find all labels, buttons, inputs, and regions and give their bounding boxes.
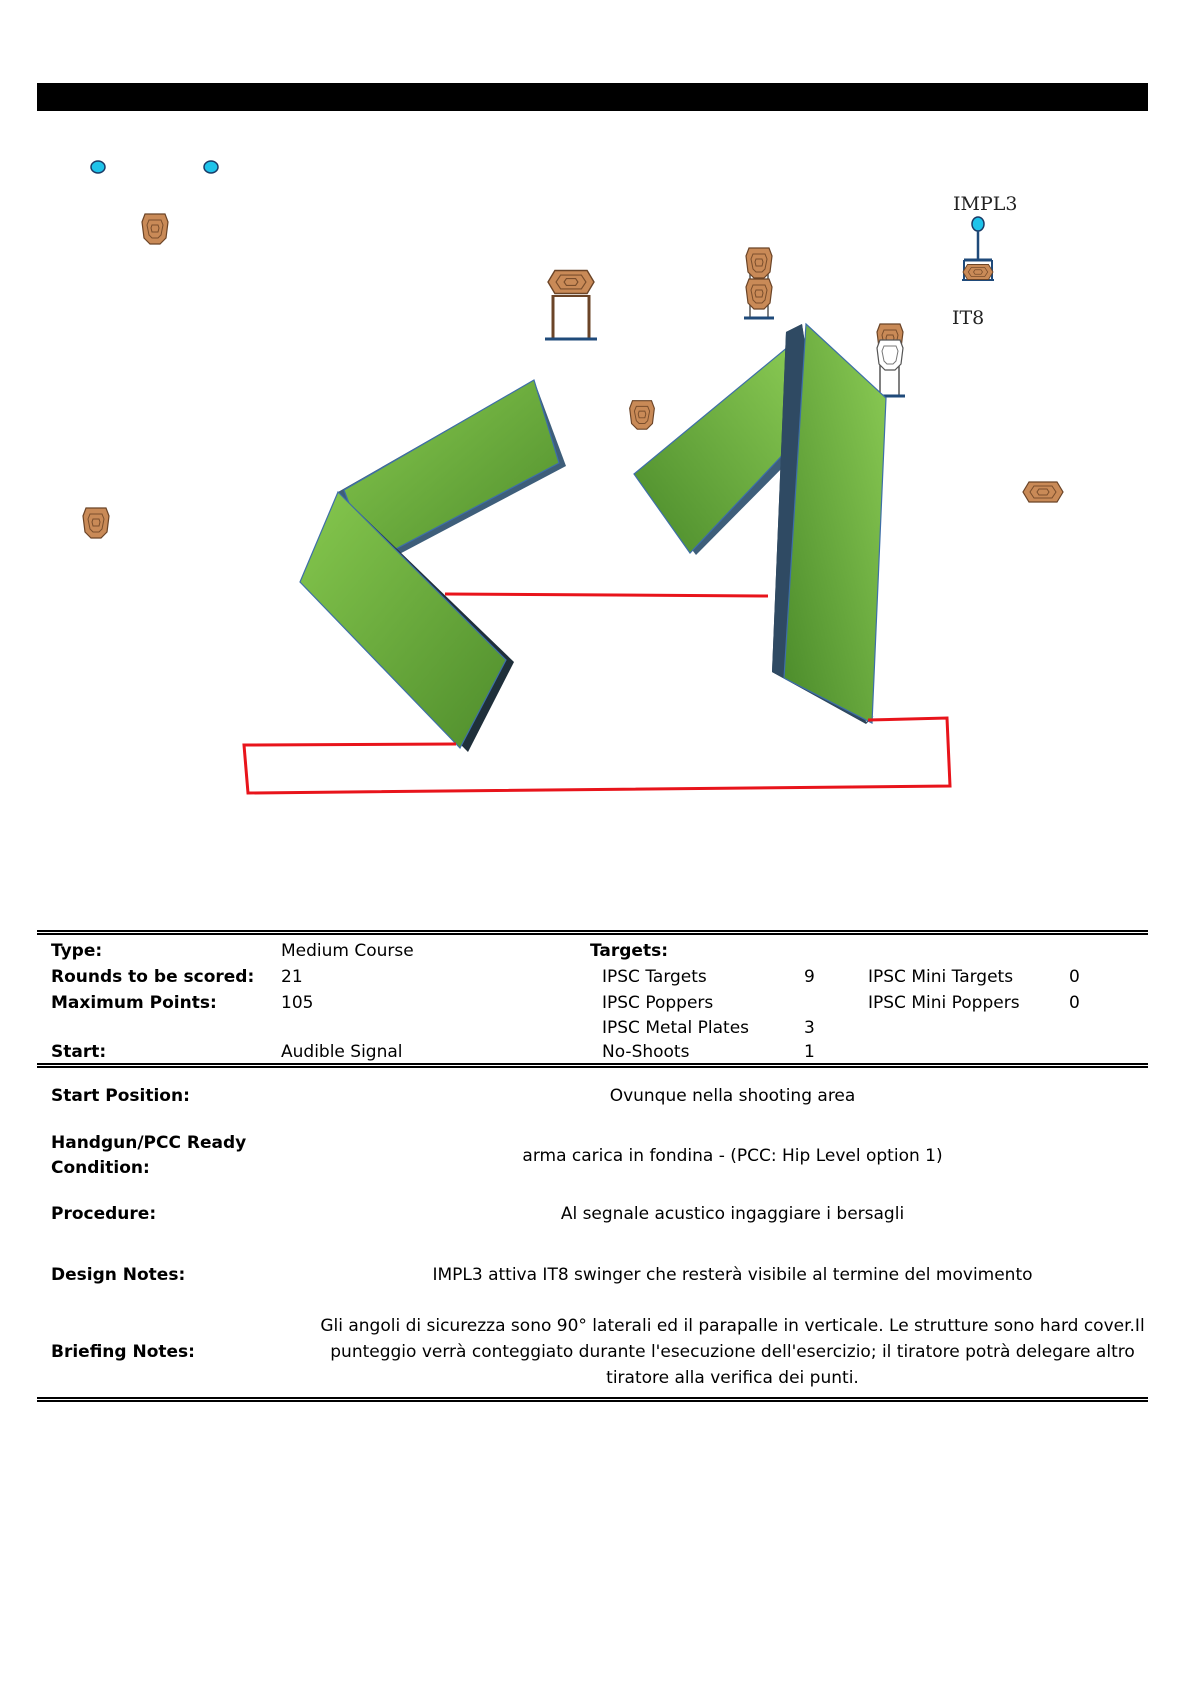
wall-right-small — [634, 337, 800, 555]
divider-top — [37, 930, 1148, 935]
ready-condition-label-line1: Handgun/PCC Ready — [51, 1133, 247, 1153]
metal-plates-label: IPSC Metal Plates — [602, 1018, 750, 1038]
ipsc-targets-value: 9 — [804, 967, 815, 987]
paper-target-1 — [142, 214, 168, 244]
paper-target-3 — [630, 401, 655, 430]
design-notes-label: Design Notes: — [51, 1265, 186, 1285]
briefing-notes-line1: Gli angoli di sicurezza sono 90° laterali ed il parapalle in verticale. Le strutture sono hard cover.Il — [320, 1316, 1145, 1336]
it8-swinger-label: IT8 — [952, 307, 985, 329]
start-label: Start: — [51, 1042, 107, 1062]
design-notes-value: IMPL3 attiva IT8 swinger che resterà visibile al termine del movimento — [432, 1265, 1033, 1285]
divider-bottom — [37, 1397, 1148, 1402]
ready-condition-value: arma carica in fondina - (PCC: Hip Level option 1) — [522, 1146, 943, 1166]
start-position-label: Start Position: — [51, 1086, 190, 1106]
fault-line-shooting-area — [244, 718, 950, 793]
ipsc-poppers-label: IPSC Poppers — [602, 993, 714, 1013]
stacked-targets-stand — [744, 248, 774, 318]
impl3-label: IMPL3 — [953, 193, 1018, 215]
paper-target-2 — [83, 508, 109, 538]
briefing-notes-label: Briefing Notes: — [51, 1342, 195, 1362]
max-points-label: Maximum Points: — [51, 993, 217, 1013]
mini-targets-value: 0 — [1069, 967, 1080, 987]
targets-header: Targets: — [590, 941, 669, 961]
type-label: Type: — [51, 941, 103, 961]
briefing-notes-line3: tiratore alla verifica dei punti. — [606, 1368, 859, 1388]
start-value: Audible Signal — [281, 1042, 403, 1062]
activator-marker-1 — [91, 161, 105, 173]
briefing-notes-line2: punteggio verrà conteggiato durante l'esecuzione dell'esercizio; il tiratore potrà delegare altro — [330, 1342, 1135, 1362]
no-shoots-label: No-Shoots — [602, 1042, 690, 1062]
target-with-no-shoot-stand — [874, 324, 905, 396]
ready-condition-label-line2: Condition: — [51, 1158, 150, 1178]
metal-plate-1 — [1023, 482, 1063, 502]
metal-plates-value: 3 — [804, 1018, 815, 1038]
no-shoots-value: 1 — [804, 1042, 815, 1062]
fault-line-inner — [445, 594, 768, 596]
rounds-label: Rounds to be scored: — [51, 967, 255, 987]
procedure-label: Procedure: — [51, 1204, 157, 1224]
mini-poppers-value: 0 — [1069, 993, 1080, 1013]
divider-middle — [37, 1063, 1148, 1068]
type-value: Medium Course — [281, 941, 414, 961]
activator-marker-2 — [204, 161, 218, 173]
mini-targets-label: IPSC Mini Targets — [868, 967, 1014, 987]
impl3-activator — [962, 217, 994, 280]
start-position-value: Ovunque nella shooting area — [609, 1086, 856, 1106]
ipsc-targets-label: IPSC Targets — [602, 967, 707, 987]
procedure-value: Al segnale acustico ingaggiare i bersagli — [560, 1204, 905, 1224]
max-points-value: 105 — [281, 993, 314, 1013]
rounds-value: 21 — [281, 967, 303, 987]
wall-right-tall — [772, 324, 886, 724]
metal-plate-on-stand — [545, 271, 597, 340]
mini-poppers-label: IPSC Mini Poppers — [868, 993, 1020, 1013]
